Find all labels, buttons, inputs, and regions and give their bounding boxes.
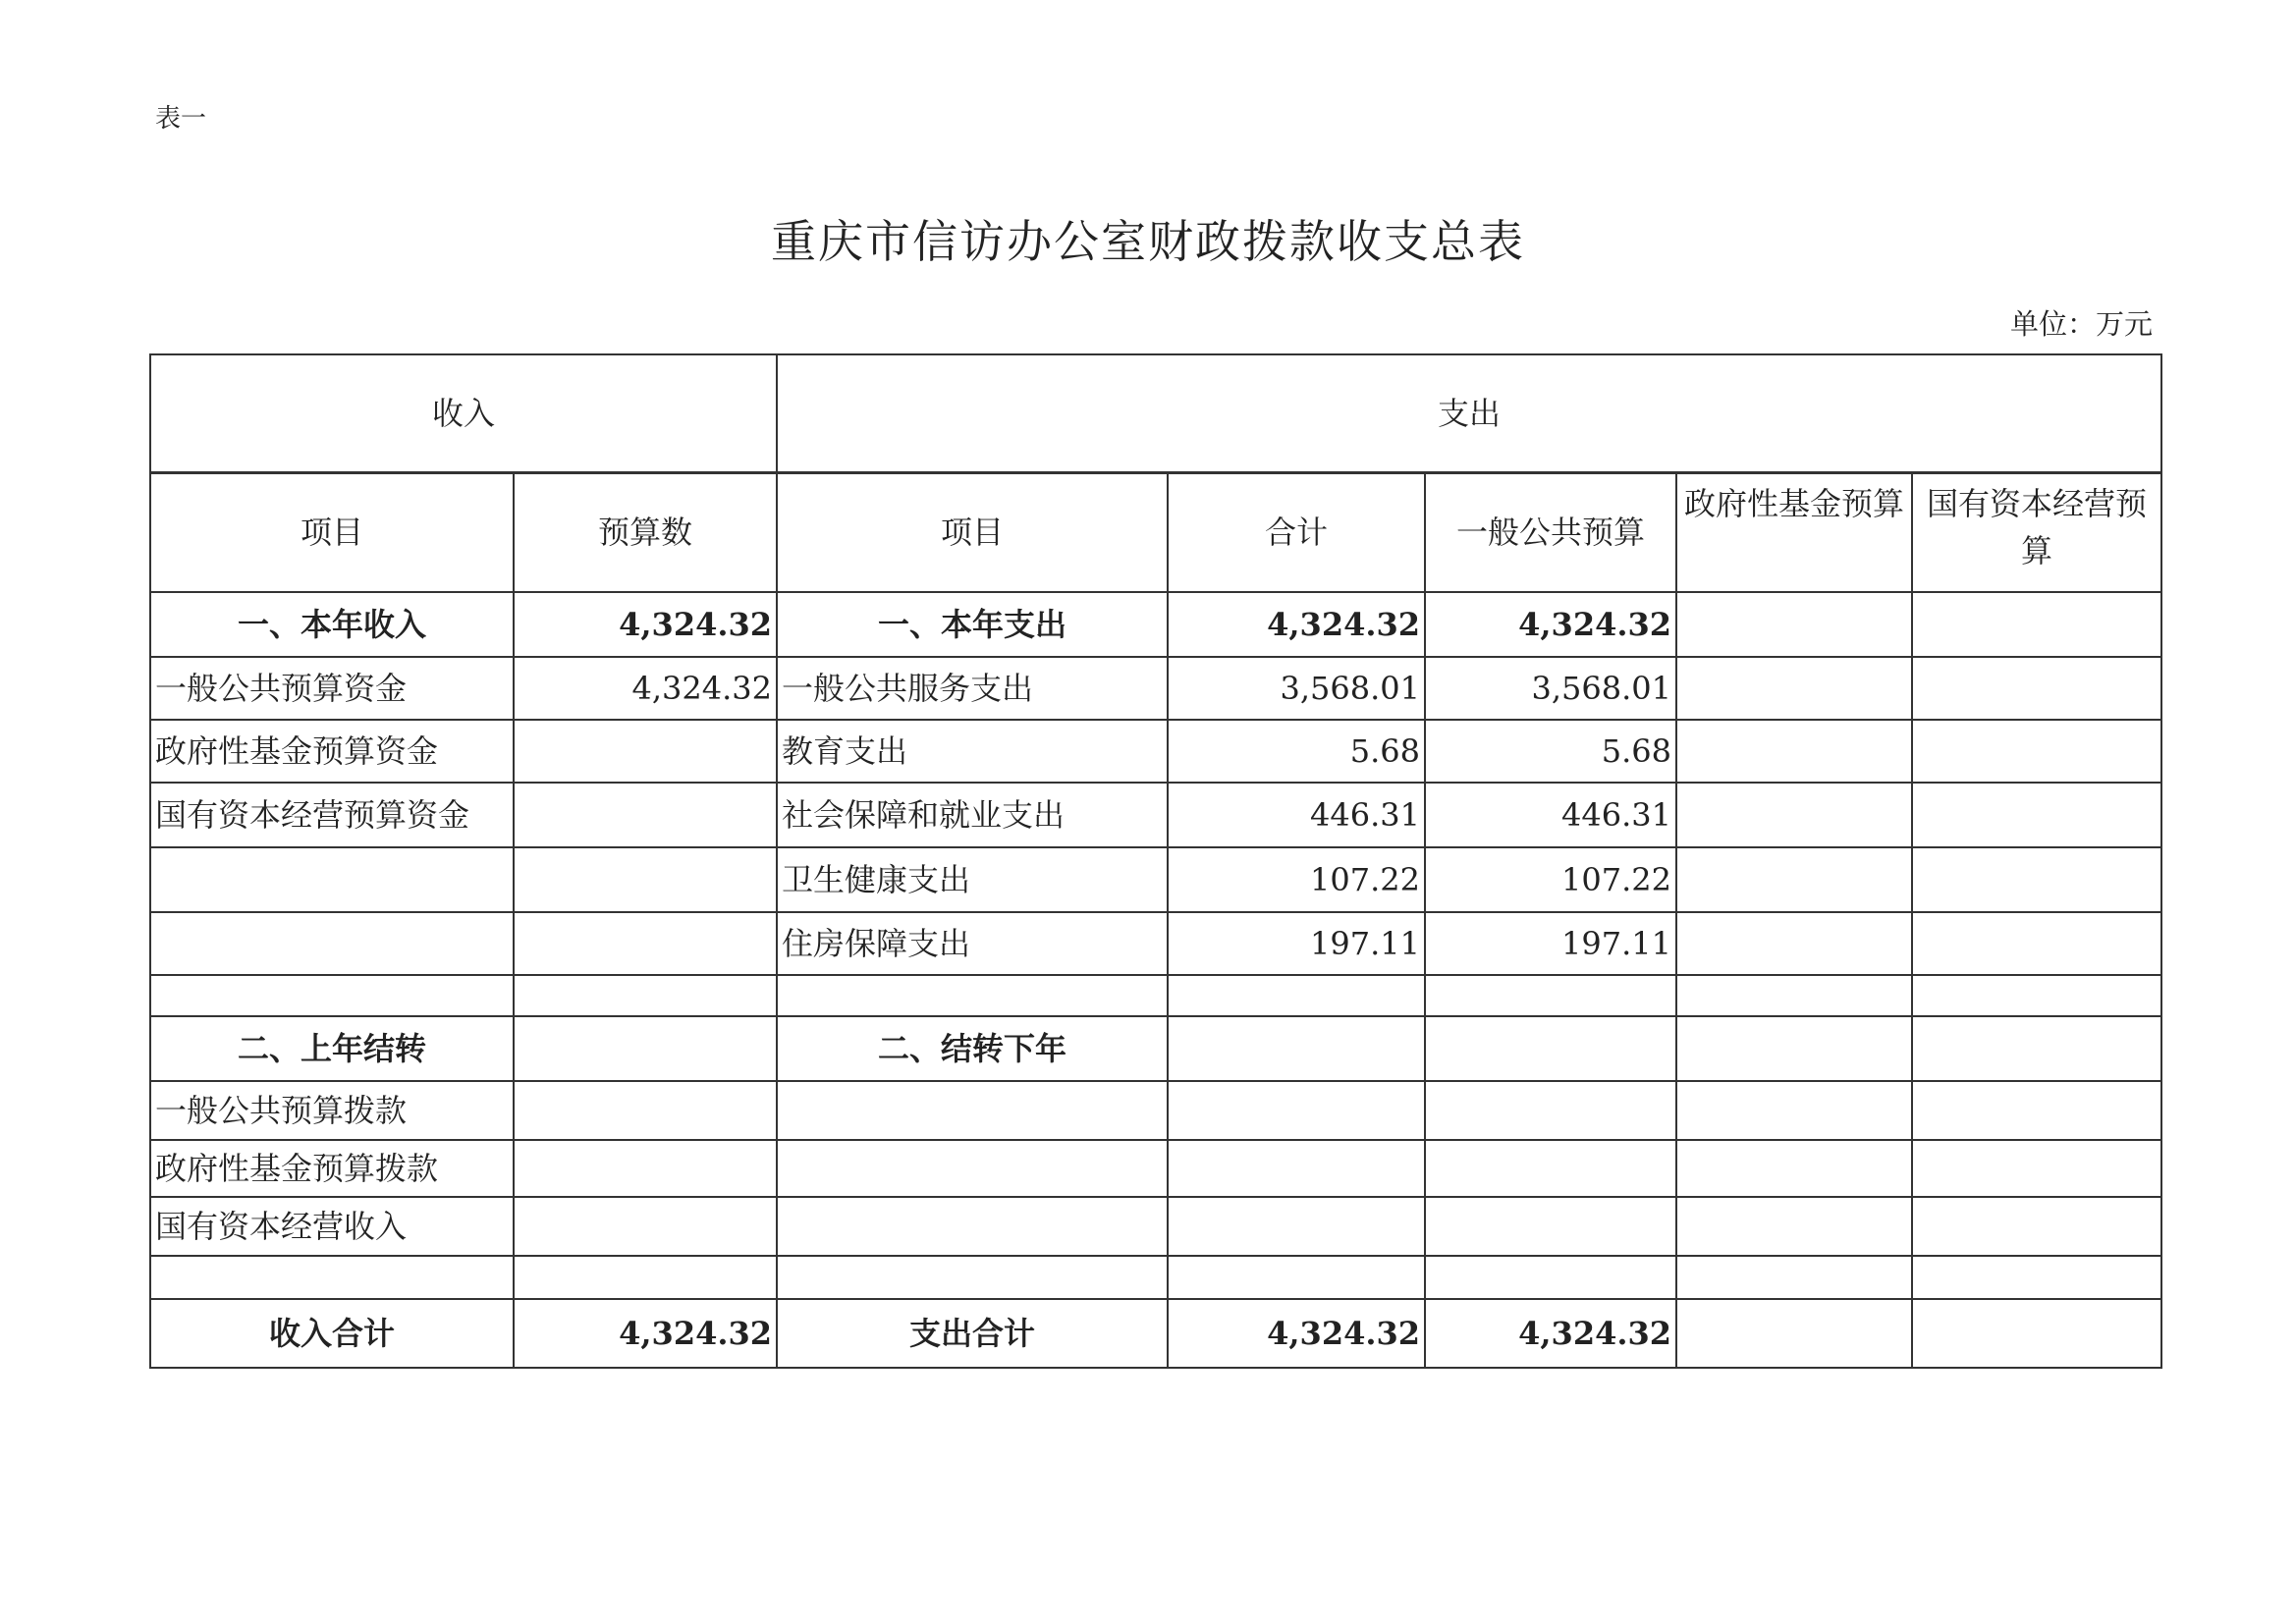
state-capital-budget-cell [1912,912,2161,975]
general-budget-cell: 107.22 [1425,847,1676,912]
income-item-cell: 一般公共预算资金 [150,657,514,720]
gov-fund-budget-cell [1676,975,1912,1016]
state-capital-budget-cell [1912,1197,2161,1256]
gov-fund-budget-cell [1676,1081,1912,1140]
general-budget-cell [1425,1256,1676,1299]
general-budget-cell: 3,568.01 [1425,657,1676,720]
state-capital-budget-cell [1912,1016,2161,1081]
table-row [150,783,2161,847]
income-item-cell: 二、上年结转 [150,1016,514,1081]
general-budget-cell [1425,975,1676,1016]
total-cell [1168,1140,1425,1197]
income-budget-header: 预算数 [514,472,777,592]
total-cell: 107.22 [1168,847,1425,912]
total-cell: 4,324.32 [1168,1299,1425,1368]
table-row [150,847,2161,912]
income-budget-cell: 4,324.32 [514,1299,777,1368]
state-capital-budget-cell [1912,783,2161,847]
total-cell: 3,568.01 [1168,657,1425,720]
income-item-cell [150,1256,514,1299]
expense-item-cell [777,1197,1168,1256]
state-capital-budget-cell [1912,1299,2161,1368]
income-item-cell: 国有资本经营预算资金 [150,783,514,847]
unit-label: 单位：万元 [2009,307,2153,341]
total-cell [1168,1081,1425,1140]
general-budget-cell: 197.11 [1425,912,1676,975]
income-budget-cell [514,847,777,912]
general-budget-cell [1425,1197,1676,1256]
income-budget-cell [514,1016,777,1081]
income-budget-cell [514,720,777,783]
state-capital-budget-header: 国有资本经营预算 [1912,472,2161,592]
total-cell: 446.31 [1168,783,1425,847]
expense-item-cell [777,1256,1168,1299]
gov-fund-budget-cell [1676,657,1912,720]
budget-summary-table [149,353,2162,1369]
state-capital-budget-cell [1912,847,2161,912]
expense-item-cell: 二、结转下年 [777,1016,1168,1081]
state-capital-budget-cell [1912,657,2161,720]
state-capital-budget-cell [1912,1256,2161,1299]
income-budget-cell: 4,324.32 [514,657,777,720]
income-budget-cell [514,1140,777,1197]
table-row [150,1140,2161,1197]
document-title: 重庆市信访办公室财政拨款收支总表 [771,215,1525,268]
state-capital-budget-cell [1912,1081,2161,1140]
income-item-cell [150,847,514,912]
gov-fund-budget-cell [1676,1016,1912,1081]
total-cell [1168,1197,1425,1256]
income-item-header: 项目 [150,472,514,592]
total-cell: 5.68 [1168,720,1425,783]
general-budget-cell: 5.68 [1425,720,1676,783]
expense-item-cell: 社会保障和就业支出 [777,783,1168,847]
gov-fund-budget-cell [1676,720,1912,783]
expense-item-header: 项目 [777,472,1168,592]
expense-item-cell: 卫生健康支出 [777,847,1168,912]
income-item-cell [150,975,514,1016]
expense-item-cell: 教育支出 [777,720,1168,783]
gov-fund-budget-header: 政府性基金预算 [1676,472,1912,592]
table-row [150,657,2161,720]
general-budget-cell [1425,1081,1676,1140]
table-row [150,1081,2161,1140]
table-body [150,592,2161,1368]
income-budget-cell: 4,324.32 [514,592,777,657]
gov-fund-budget-cell [1676,592,1912,657]
general-budget-cell [1425,1140,1676,1197]
general-budget-header: 一般公共预算 [1425,472,1676,592]
group-header-row [150,354,2161,472]
expense-item-cell [777,1140,1168,1197]
income-budget-cell [514,783,777,847]
table-row [150,592,2161,657]
general-budget-cell: 4,324.32 [1425,592,1676,657]
income-item-cell: 一、本年收入 [150,592,514,657]
income-item-cell: 一般公共预算拨款 [150,1081,514,1140]
expense-item-cell [777,1081,1168,1140]
table-row [150,975,2161,1016]
state-capital-budget-cell [1912,975,2161,1016]
income-budget-cell [514,912,777,975]
page-label: 表一 [155,104,207,134]
state-capital-budget-cell [1912,720,2161,783]
gov-fund-budget-cell [1676,1140,1912,1197]
income-group-header: 收入 [150,354,777,472]
income-item-cell: 政府性基金预算拨款 [150,1140,514,1197]
total-cell: 197.11 [1168,912,1425,975]
table-row [150,912,2161,975]
gov-fund-budget-cell [1676,1299,1912,1368]
income-item-cell: 收入合计 [150,1299,514,1368]
gov-fund-budget-cell [1676,847,1912,912]
general-budget-cell: 446.31 [1425,783,1676,847]
expense-item-cell: 住房保障支出 [777,912,1168,975]
income-budget-cell [514,1197,777,1256]
gov-fund-budget-cell [1676,1197,1912,1256]
income-budget-cell [514,1081,777,1140]
expense-item-cell: 一般公共服务支出 [777,657,1168,720]
table-row [150,1197,2161,1256]
total-cell [1168,975,1425,1016]
total-cell: 4,324.32 [1168,592,1425,657]
income-item-cell [150,912,514,975]
total-cell [1168,1256,1425,1299]
total-header: 合计 [1168,472,1425,592]
expense-item-cell: 支出合计 [777,1299,1168,1368]
gov-fund-budget-cell [1676,912,1912,975]
gov-fund-budget-cell [1676,783,1912,847]
table-row [150,1016,2161,1081]
table-row [150,1256,2161,1299]
income-item-cell: 政府性基金预算资金 [150,720,514,783]
table-row [150,1299,2161,1368]
expense-item-cell: 一、本年支出 [777,592,1168,657]
income-budget-cell [514,1256,777,1299]
income-item-cell: 国有资本经营收入 [150,1197,514,1256]
total-cell [1168,1016,1425,1081]
income-budget-cell [514,975,777,1016]
expense-group-header: 支出 [777,354,2161,472]
state-capital-budget-cell [1912,592,2161,657]
general-budget-cell [1425,1016,1676,1081]
state-capital-budget-cell [1912,1140,2161,1197]
general-budget-cell: 4,324.32 [1425,1299,1676,1368]
gov-fund-budget-cell [1676,1256,1912,1299]
column-header-row [150,472,2161,592]
table-row [150,720,2161,783]
expense-item-cell [777,975,1168,1016]
